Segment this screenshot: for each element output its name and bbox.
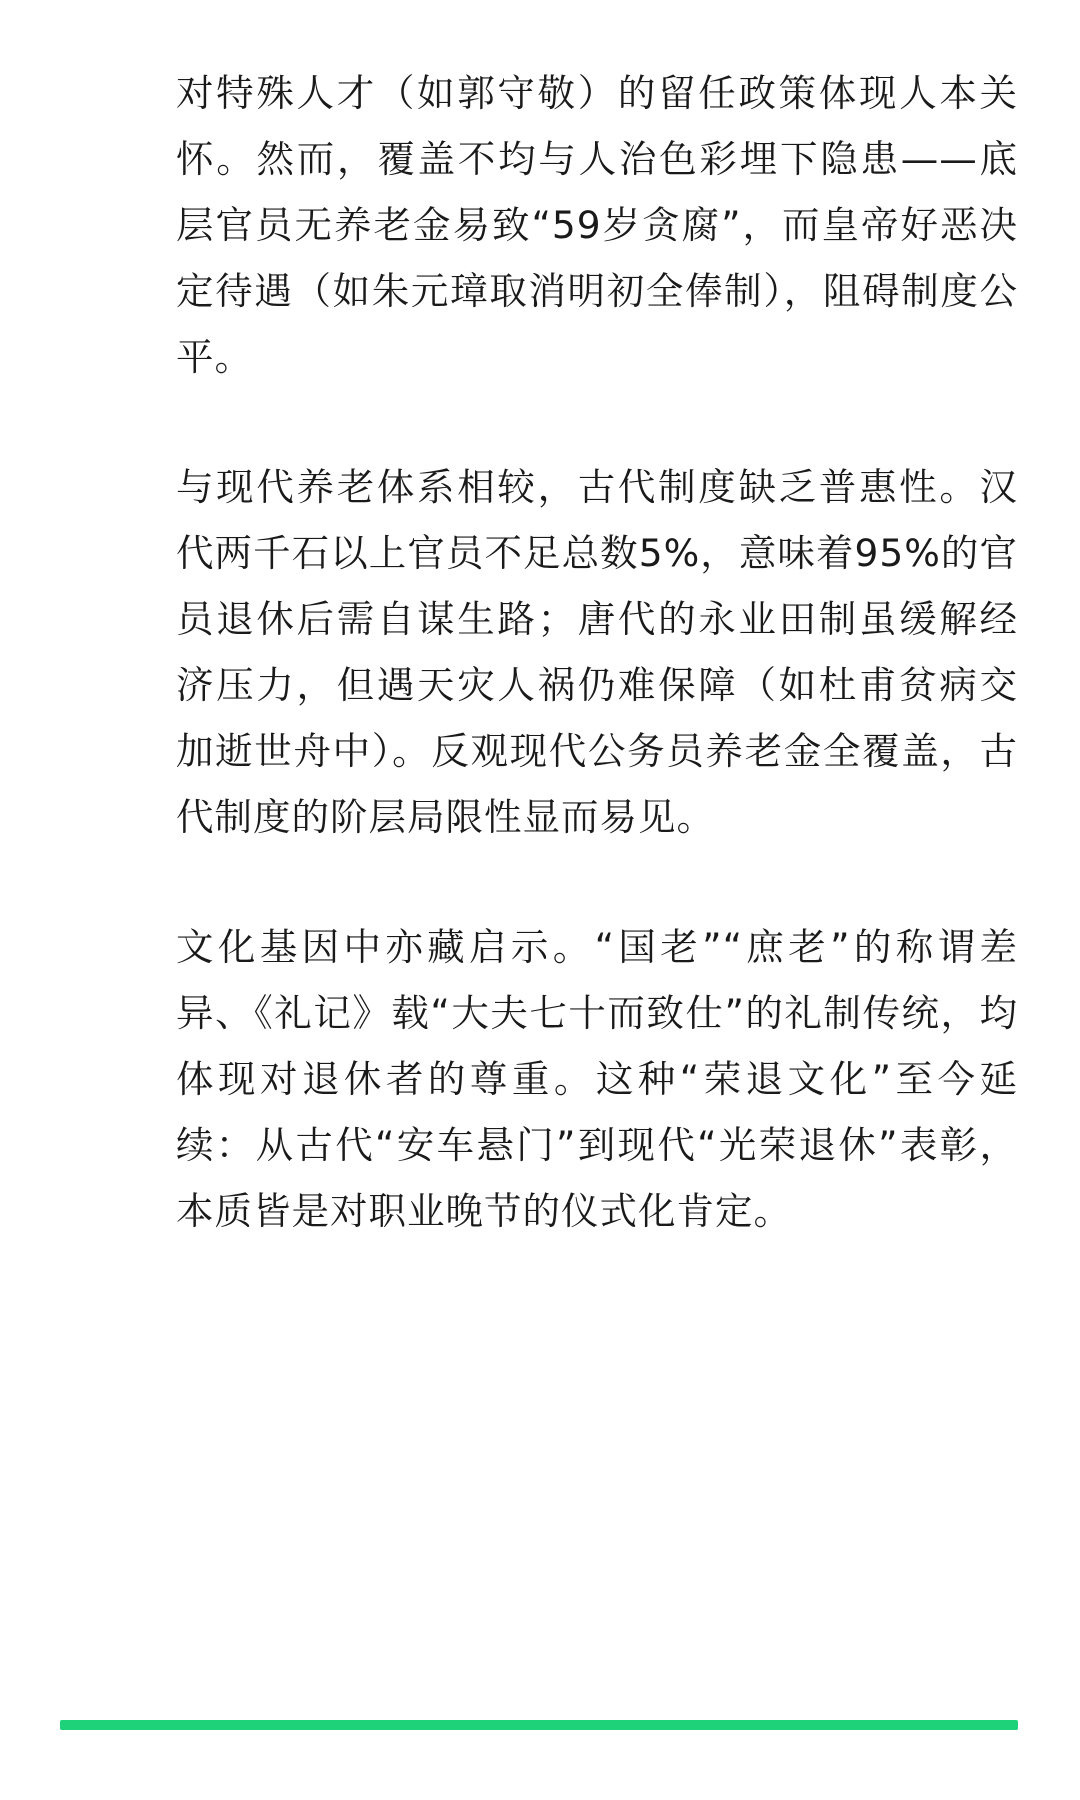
- article-body: [176, 60, 1018, 1308]
- reading-progress-bar: [60, 1720, 1018, 1730]
- article-paragraph: 与现代养老体系相较，古代制度缺乏普惠性。汉代两千石以上官员不足总数5%，意味着95%的官员退休后需自谋生路；唐代的永业田制虽缓解经济压力，但遇天灾人祸仍难保障（如杜甫贫病交加逝世舟中）。反观现代公务员养老金全覆盖，古代制度的阶层局限性显而易见。: [176, 465, 1018, 839]
- article-paragraph: 文化基因中亦藏启示。“国老”“庶老”的称谓差异、《礼记》载“大夫七十而致仕”的礼制传统，均体现对退休者的尊重。这种“荣退文化”至今延续：从古代“安车悬门”到现代“光荣退休”表彰，本质皆是对职业晚节的仪式化肯定。: [176, 925, 1018, 1233]
- article-paragraph: 对特殊人才（如郭守敬）的留任政策体现人本关怀。然而，覆盖不均与人治色彩埋下隐患——底层官员无养老金易致“59岁贪腐”，而皇帝好恶决定待遇（如朱元璋取消明初全俸制），阻碍制度公平。: [176, 71, 1018, 379]
- reading-progress-fill: [60, 1720, 1018, 1730]
